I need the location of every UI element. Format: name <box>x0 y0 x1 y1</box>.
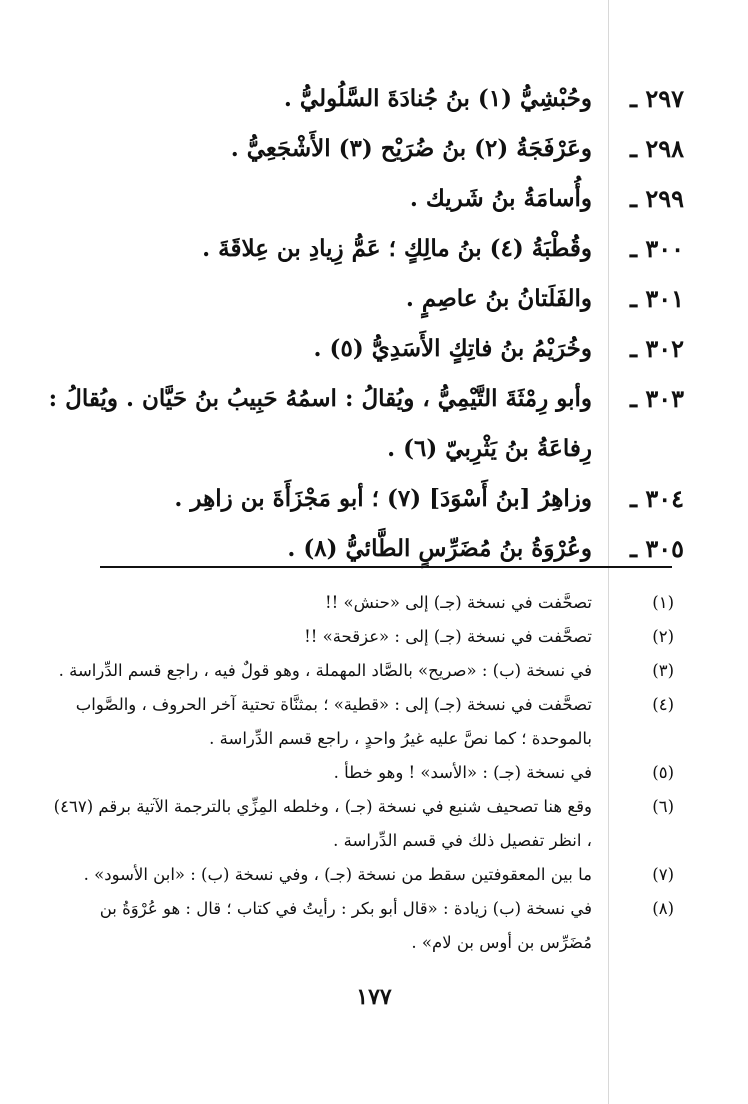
entry-text: وخُرَيْمُ بنُ فاتِكٍ الأَسَدِيُّ (٥) . <box>313 335 592 362</box>
footnote-number: (٢) <box>652 627 674 646</box>
entry-300 <box>44 224 684 274</box>
footnote-number: (٦) <box>652 797 674 816</box>
entry-number: ٣٠٣ ـ <box>629 384 684 413</box>
entry-text: وأُسامَةُ بنُ شَريك . <box>409 185 592 212</box>
footnote-number: (٥) <box>652 763 674 782</box>
footnotes-list <box>50 586 680 960</box>
footnote-2 <box>50 620 680 654</box>
entry-number: ٣٠١ ـ <box>629 284 684 313</box>
entry-304 <box>44 474 684 524</box>
entry-number: ٣٠٢ ـ <box>629 334 684 363</box>
entry-text: وزاهِرُ [بنُ أَسْوَدَ] (٧) ؛ أبو مَجْزَأَةَ بن زاهِر . <box>174 485 592 512</box>
entry-number: ٢٩٩ ـ <box>629 184 684 213</box>
entry-text: وعُرْوَةُ بنُ مُضَرِّسٍ الطَّائيُّ (٨) . <box>287 535 592 562</box>
footnote-number: (٣) <box>652 661 674 680</box>
entry-text: وقُطْبَةُ (٤) بنُ مالِكٍ ؛ عَمُّ زِيادِ بن عِلاقَةَ . <box>202 235 592 262</box>
entry-text: وأبو رِمْثَةَ التَّيْمِيُّ ، ويُقالُ : اسمُهُ حَبِيبُ بنُ حَيَّان . ويُقالُ : رِفاعَةُ بنُ يَثْرِبيّ (٦) . <box>48 385 592 462</box>
footnote-text: ما بين المعقوفتين سقط من نسخة (جـ) ، وفي نسخة (ب) : «ابن الأسود» . <box>83 865 592 884</box>
footnote-text: في نسخة (جـ) : «الأسد» ! وهو خطأ . <box>333 763 592 782</box>
footnote-number: (٤) <box>652 695 674 714</box>
entry-number: ٢٩٨ ـ <box>629 134 684 163</box>
entry-number: ٣٠٤ ـ <box>629 484 684 513</box>
footnote-text: وقع هنا تصحيف شنيع في نسخة (جـ) ، وخلطه المِزِّي بالترجمة الآتية برقم (٤٦٧) ، انظر تفصيل ذلك في قسم الدِّراسة . <box>53 797 592 850</box>
entry-297 <box>44 74 684 124</box>
footnote-3 <box>50 654 680 688</box>
footnote-7 <box>50 858 680 892</box>
entry-299 <box>44 174 684 224</box>
footnote-divider <box>100 566 672 568</box>
footnote-text: في نسخة (ب) : «صريح» بالصَّاد المهملة ، وهو قولٌ فيه ، راجع قسم الدِّراسة . <box>58 661 592 680</box>
entry-text: وحُبْشِيُّ (١) بنُ جُنادَةَ السَّلُوليُّ . <box>283 85 592 112</box>
footnote-text: تصحَّفت في نسخة (جـ) إلى : «قطية» ؛ بمثنَّاة تحتية آخر الحروف ، والصَّواب بالموحدة ؛ كما نصَّ عليه غيرُ واحدٍ ، راجع قسم الدِّراسة . <box>75 695 592 748</box>
footnote-number: (٨) <box>652 899 674 918</box>
entry-303 <box>44 374 684 474</box>
entry-text: وعَرْفَجَةُ (٢) بنُ ضُرَيْح (٣) الأَشْجَعِيُّ . <box>230 135 592 162</box>
footnote-text: تصحَّفت في نسخة (جـ) إلى : «عزقحة» !! <box>304 627 592 646</box>
footnote-1 <box>50 586 680 620</box>
entry-number: ٣٠٠ ـ <box>629 234 684 263</box>
footnote-number: (٧) <box>652 865 674 884</box>
entry-302 <box>44 324 684 374</box>
entry-text: والفَلَتانُ بنُ عاصِمٍ . <box>405 285 592 312</box>
footnote-text: تصحَّفت في نسخة (جـ) إلى «حنش» !! <box>325 593 592 612</box>
entries-list <box>44 74 684 574</box>
entry-number: ٢٩٧ ـ <box>629 84 684 113</box>
footnote-8 <box>50 892 680 960</box>
footnote-5 <box>50 756 680 790</box>
entry-298 <box>44 124 684 174</box>
footnote-text: في نسخة (ب) زيادة : «قال أبو بكر : رأيتُ في كتاب ؛ قال : هو عُرْوَةُ بن مُضَرِّس بن أوس بن لام» . <box>99 899 592 952</box>
footnote-6 <box>50 790 680 858</box>
footnote-number: (١) <box>652 593 674 612</box>
page-number: ١٧٧ <box>356 984 392 1010</box>
entry-number: ٣٠٥ ـ <box>629 534 684 563</box>
footnote-4 <box>50 688 680 756</box>
entry-301 <box>44 274 684 324</box>
